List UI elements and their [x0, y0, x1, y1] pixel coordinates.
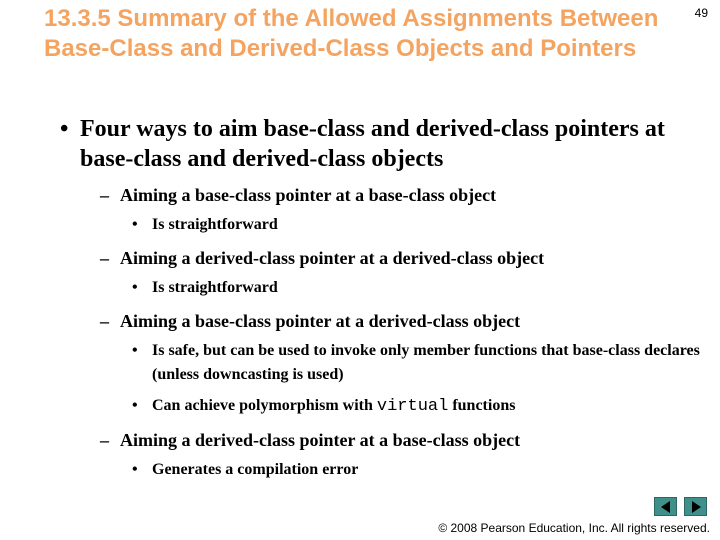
sub-bullet-text: Aiming a derived-class pointer at a base-class object: [120, 430, 521, 450]
copyright-notice: © 2008 Pearson Education, Inc. All rights reserved.: [438, 521, 710, 535]
sub-sub-bullet-text-prefix: Can achieve polymorphism with: [152, 397, 377, 414]
bullet-dash-icon: –: [100, 248, 109, 268]
main-bullet-text: Four ways to aim base-class and derived-class pointers at base-class and derived-class objects: [80, 116, 665, 172]
bullet-dot-icon: •: [132, 461, 138, 478]
bullet-dot-icon: •: [132, 279, 138, 296]
next-slide-button[interactable]: [684, 497, 707, 516]
page-number: 49: [694, 6, 708, 20]
sub-sub-bullet-text: Is safe, but can be used to invoke only member functions that base-class declares (unless downcasting is used): [152, 342, 700, 383]
slide-content: [60, 114, 700, 482]
sub-bullet-4: [100, 429, 700, 451]
bullet-dot-icon: •: [132, 342, 138, 359]
sub-bullet-text: Aiming a base-class pointer at a base-class object: [120, 185, 497, 205]
bullet-dot-icon: •: [132, 216, 138, 233]
sub-sub-bullet-1: [132, 213, 700, 237]
virtual-keyword: virtual: [376, 397, 449, 416]
slide-title: 13.3.5 Summary of the Allowed Assignments Between Base-Class and Derived-Class Objects and Pointers: [44, 5, 659, 62]
bullet-dash-icon: –: [100, 185, 109, 205]
sub-bullet-3: [100, 310, 700, 332]
right-arrow-icon: [692, 501, 701, 513]
sub-sub-bullet-text-suffix: functions: [448, 397, 516, 414]
sub-sub-bullet-text: Is straightforward: [152, 216, 278, 233]
left-arrow-icon: [661, 501, 670, 513]
sub-bullet-1: [100, 184, 700, 206]
sub-sub-bullet-2: [132, 276, 700, 300]
sub-sub-bullet-5: [132, 458, 700, 482]
sub-bullet-text: Aiming a derived-class pointer at a derived-class object: [120, 248, 545, 268]
sub-sub-bullet-4: [132, 394, 700, 419]
previous-slide-button[interactable]: [654, 497, 677, 516]
bullet-dot-icon: •: [60, 116, 69, 142]
sub-bullet-text: Aiming a base-class pointer at a derived-class object: [120, 311, 521, 331]
sub-sub-bullet-text: Is straightforward: [152, 279, 278, 296]
bullet-dot-icon: •: [132, 397, 138, 414]
sub-bullet-2: [100, 247, 700, 269]
sub-sub-bullet-text: Generates a compilation error: [152, 461, 359, 478]
main-bullet: [60, 114, 700, 174]
bullet-dash-icon: –: [100, 430, 109, 450]
sub-sub-bullet-3: [132, 339, 700, 387]
bullet-dash-icon: –: [100, 311, 109, 331]
